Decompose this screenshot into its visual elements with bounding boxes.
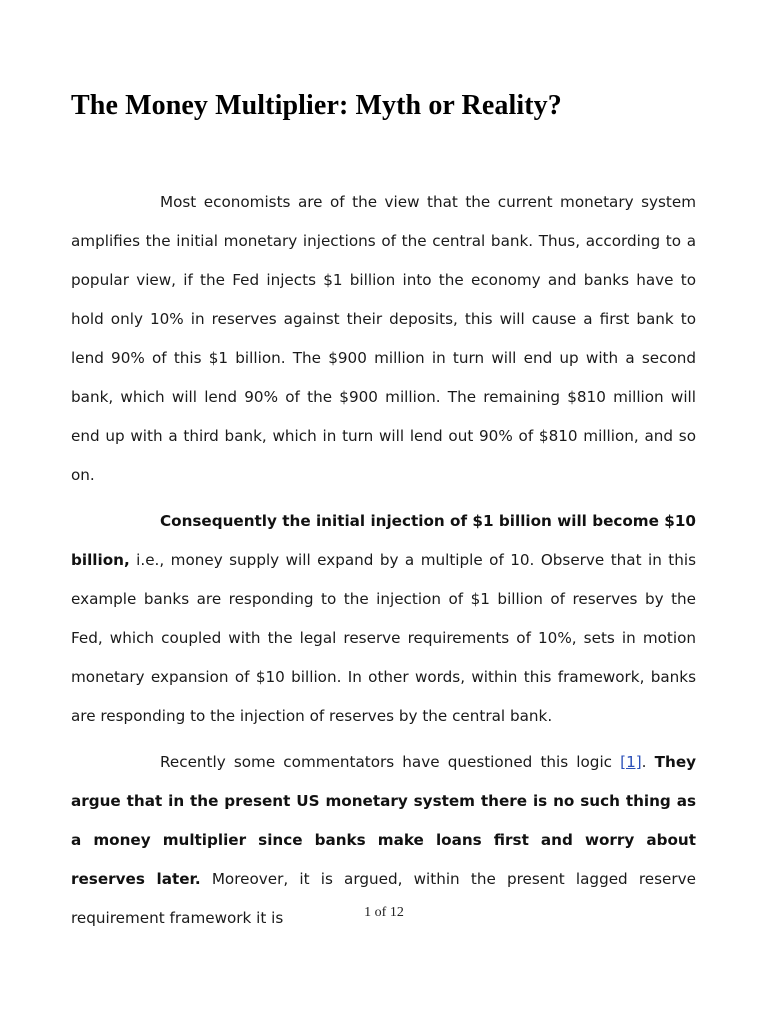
paragraph-2-text: i.e., money supply will expand by a multiple of 10. Observe that in this example banks are responding to the injection of $1 billion of reserves by the Fed, which coupled with the legal reserve requirements of 10%, sets in motion monetary expansion of $10 billion. In other words, within this framework, banks are responding to the injection of reserves by the central bank. [71, 551, 696, 725]
paragraph-3-after-ref: . [641, 753, 655, 771]
paragraph-3-bold: They argue that in the present US monetary system there is no such thing as a money multiplier since banks make loans first and worry about reserves later. [71, 753, 697, 888]
paragraph-2-bold-lead: Consequently the initial injection of $1 billion will become $10 billion, [71, 512, 696, 569]
footnote-link-1[interactable]: [1] [620, 753, 642, 771]
paragraph-1-text: Most economists are of the view that the current monetary system amplifies the initial monetary injections of the central bank. Thus, according to a popular view, if the Fed injects $1 billion into the economy and banks have to hold only 10% in reserves against their deposits, this will cause a first bank to lend 90% of this $1 billion. The $900 million in turn will end up with a second bank, which will lend 90% of the $900 million. The remaining $810 million will end up with a third bank, which in turn will lend out 90% of $810 million, and so on. [71, 193, 696, 484]
paragraph-1 [71, 183, 696, 495]
page-number: 1 of 12 [364, 905, 404, 920]
paragraph-3-rest: Moreover, it is argued, within the present lagged reserve requirement framework it is [71, 870, 696, 927]
paragraph-3-lead: Recently some commentators have questioned this logic [160, 753, 621, 771]
document-title: The Money Multiplier: Myth or Reality? [71, 90, 562, 121]
paragraph-2 [71, 502, 696, 736]
